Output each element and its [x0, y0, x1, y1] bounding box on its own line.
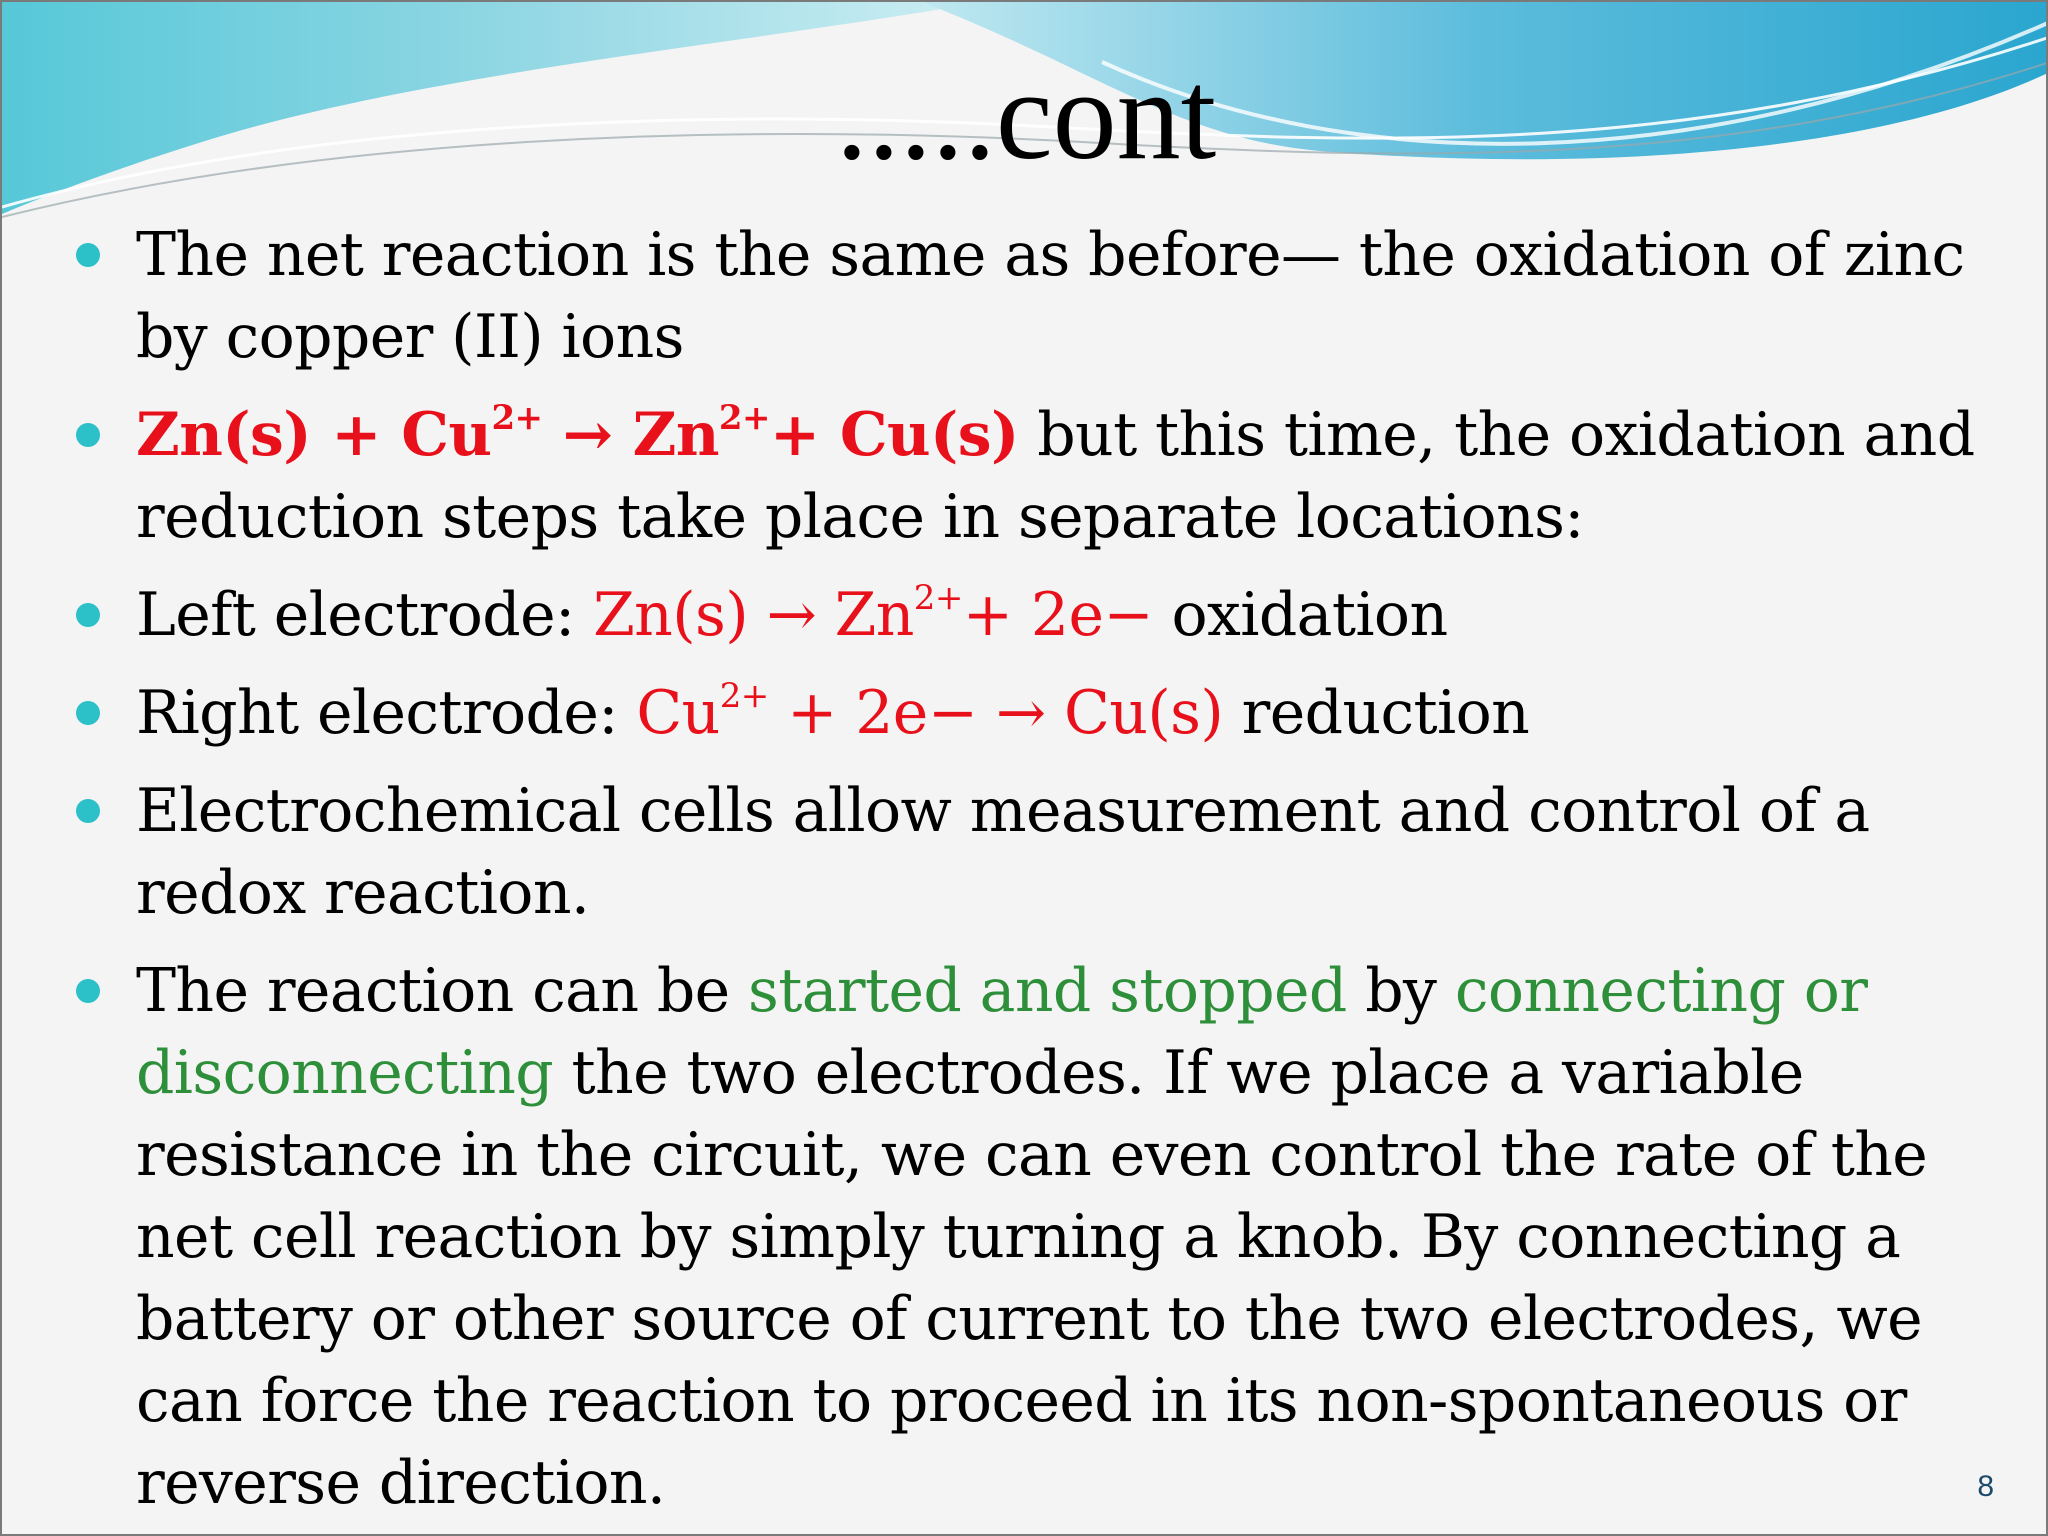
equation-cu-ion: Cu [636, 678, 720, 748]
reaction-type: reduction [1223, 678, 1530, 748]
bullet-dot-icon [76, 423, 100, 447]
equation-zn-ion: Zn [834, 580, 914, 650]
equation-zn-ion: Zn [632, 400, 719, 470]
equation-zn-charge: 2+ [718, 398, 770, 438]
equation-electrons: + 2e− [962, 580, 1154, 650]
bullet-text: The reaction can be [136, 956, 749, 1026]
bullet-net-reaction [74, 214, 1994, 378]
bullet-dot-icon [76, 701, 100, 725]
equation-cu-charge: 2+ [719, 676, 769, 716]
bullet-text: but this time, the oxidation and reduction steps take place in separate locations: [136, 400, 1975, 552]
bullet-left-electrode [74, 574, 1994, 656]
equation-cu-charge: 2+ [491, 398, 543, 438]
bullet-text: Electrochemical cells allow measurement and control of a redox reaction. [136, 776, 1870, 928]
equation-cu-solid: Cu(s) [839, 400, 1019, 470]
bullet-dot-icon [76, 799, 100, 823]
equation-zn-solid: Zn(s) [593, 580, 749, 650]
equation-arrow: → [542, 400, 633, 470]
reaction-type: oxidation [1153, 580, 1448, 650]
equation-cu-solid: Cu(s) [1064, 678, 1224, 748]
bullet-text: The net reaction is the same as before— the oxidation of zinc by copper (II) ions [136, 220, 1965, 372]
electrode-label: Right electrode: [136, 678, 637, 748]
highlight-started-stopped: started and stopped [748, 956, 1347, 1026]
bullet-measurement [74, 770, 1994, 934]
bullet-control [74, 950, 1994, 1524]
bullet-dot-icon [76, 979, 100, 1003]
page-number: 8 [1977, 1470, 1994, 1503]
electrode-label: Left electrode: [136, 580, 594, 650]
slide-title: .....cont [835, 44, 1217, 186]
equation-electrons-arrow: + 2e− → [768, 678, 1065, 748]
equation-zn-charge: 2+ [913, 578, 963, 618]
highlight-connecting: connecting or disconnecting [136, 956, 1868, 1108]
bullet-text: the two electrodes. If we place a variable resistance in the circuit, we can even control the rate of the net cell reaction by simply turning a knob. By connecting a battery or other source of current to the two electrodes, we can force the reaction to proceed in its non-spontaneous or reverse direction. [136, 1038, 1928, 1518]
equation-zn-solid: Zn(s) [136, 400, 311, 470]
bullet-right-electrode [74, 672, 1994, 754]
equation-plus: + [769, 400, 840, 470]
bullet-list [74, 214, 1994, 1536]
bullet-dot-icon [76, 603, 100, 627]
bullet-text: by [1346, 956, 1455, 1026]
equation-cu-ion: Cu [401, 400, 492, 470]
bullet-dot-icon [76, 243, 100, 267]
equation-arrow: → [748, 580, 835, 650]
bullet-overall-equation [74, 394, 1994, 558]
equation-plus: + [310, 400, 402, 470]
